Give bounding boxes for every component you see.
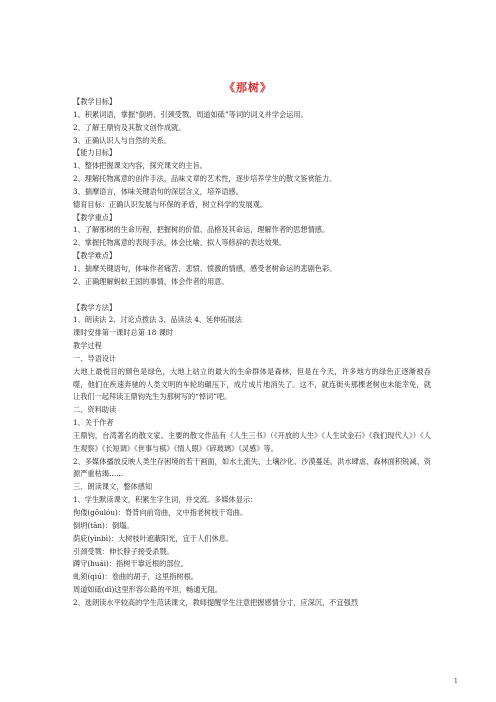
teaching-goal-item: 2、了解王鼎钧及其散文创作成就。 [73,122,186,132]
page-number: 1 [454,678,458,685]
vocab-line: 1、学生默读课文，积累生字生词，并交流。多媒体显示： [73,495,258,505]
difficult-point-item: 2、正确理解蚂蚁王国的事情，体会作者的用意。 [73,276,229,286]
methods-item: 1、朗读法 2、讨论点拨法 3、品读法 4、延伸拓展法 [73,315,242,325]
section-heading-materials: 二、资料助读 [73,405,117,415]
document-title: 《那树》 [224,81,272,94]
ability-goal-item: 1、整体把握课文内容，探究课文的主旨。 [73,161,207,171]
section-heading-methods: 【教学方法】 [73,302,117,312]
intro-paragraph: 大地上最悦目的颜色是绿色，大地上站立的最大的生命群体是森林，但是在今天，许多地方的绿色正逐渐被吞噬，他们在疾速奔驰的人类文明的车轮的碾压下，成片成片地消失了。这不，就连街头那棵老树也未能幸免，就让我们一起拜读王鼎钧先生为那树写的“悼词”吧。 [73,366,431,402]
ability-goal-item: 2、理解托物寓意的创作手法，品味文章的艺术性，逐步培养学生的散文鉴赏能力。 [73,174,337,184]
section-heading-ability-goals: 【能力目标】 [73,148,117,158]
teaching-goal-item: 3、正确认识人与自然的关系。 [73,135,172,145]
section-heading-key-points: 【教学重点】 [73,212,117,222]
vocab-line: 引颈受戮：伸长脖子接受杀戮。 [73,546,174,556]
section-heading-teaching-goals: 【教学目标】 [73,97,117,106]
vocab-line: 佝偻(gōulóu)：脊背向前弯曲，文中指老树枝干弯曲。 [73,508,248,517]
document-body [73,96,431,610]
key-point-item: 1、了解那树的生命历程，把握树的价值、品格及其命运，理解作者的思想情感。 [73,225,330,235]
vocab-line: 蹲守(huái)：指树干靠近根的部位。 [73,559,188,569]
ability-goal-item: 3、揣摩语言，体味关键语句的深层含义，培养语感。 [73,186,243,196]
moral-goal-item: 德育目标：正确认识发展与环保的矛盾，树立科学的发展观。 [73,199,268,209]
section-heading-difficult-points: 【教学难点】 [73,251,117,261]
vocab-line: 虬须(qiú)：卷曲的胡子，这里指树根。 [73,572,198,582]
blank-line [73,289,431,302]
media-paragraph: 2、多媒体播放反映人类生存困境的若干画面，如水土流失、土壤沙化、沙漠蔓延、洪水肆虐、森林面积锐减、资源严重枯竭…… [73,456,431,479]
difficult-point-item: 1、揣摩关键语句，体味作者痛苦、悲愤、愤激的情感，感受老树命运的悲剧色彩。 [73,263,337,273]
intro-heading: 一、导语设计 [73,353,117,363]
vocab-line: 周道如砥(dǐ)这里形容公路的平坦，畅通无阻。 [73,585,223,595]
process-heading: 教学过程 [73,341,102,351]
teaching-goal-item: 1、积累词语，掌握“倒坍、引颈受戮、周道如砥”等词的词义并学会运用。 [73,109,308,119]
section-heading-reading: 三、朗读课文，整体感知 [73,482,153,492]
author-paragraph: 王鼎钧，台湾著名的散文家。主要的散文作品有《人生三书》（《开放的人生》《人生试金石》《我们现代人》）《人生观察》《长短调》《世事与棋》《情人眼》《碎玻璃》《灵感》等。 [73,430,431,453]
vocab-line: 荫庇(yìnbì)：大树枝叶遮蔽阳光，宜于人们休息。 [73,533,234,543]
schedule-line: 课时安排第一课时总第 18 课时 [73,328,173,338]
about-author-heading: 1、关于作者 [73,418,114,428]
key-point-item: 2、掌握托物寓意的表现手法，体会比喻、拟人等修辞的表达效果。 [73,238,287,248]
vocab-line: 倒坍(tān)：倒塌。 [73,520,134,530]
reading-instruction-line: 2、选朗读水平较高的学生范读课文，教师提醒学生注意把握感情分寸，应深沉，不宜强烈 [73,597,358,607]
